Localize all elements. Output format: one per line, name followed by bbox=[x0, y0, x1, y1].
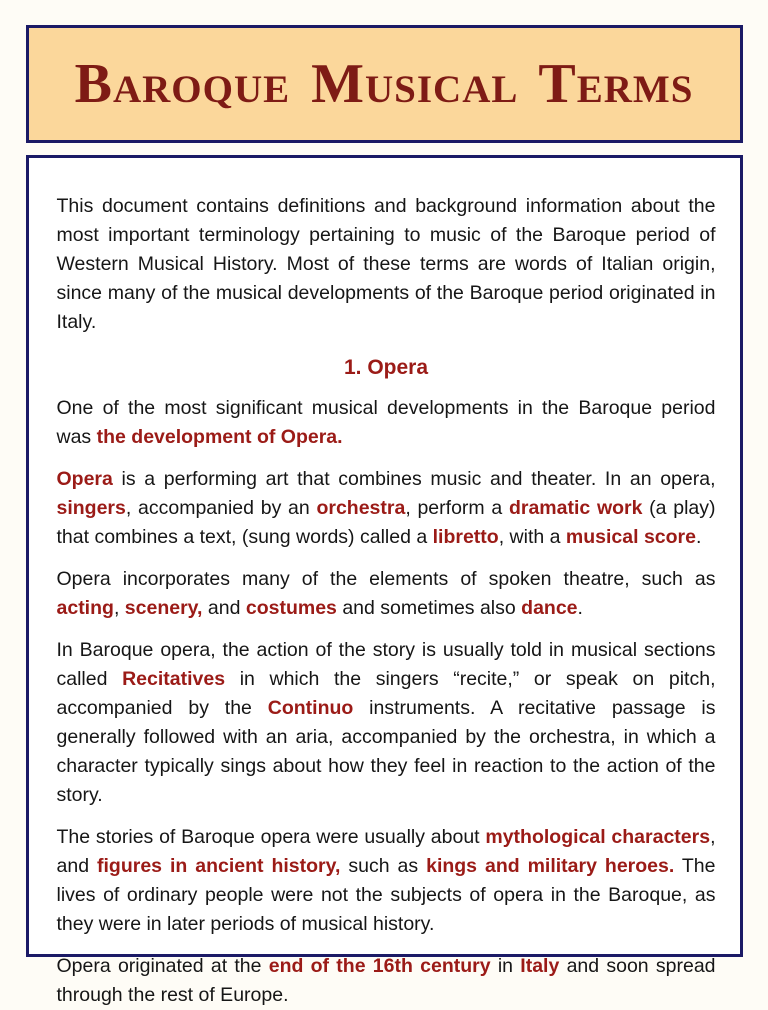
body-text: One of the most significant musical developments in the Baroque period was bbox=[56, 397, 716, 448]
accent-term: scenery, bbox=[124, 597, 203, 619]
accent-term: libretto bbox=[432, 526, 499, 548]
paragraph-container bbox=[57, 192, 716, 1010]
body-text: in bbox=[490, 955, 521, 977]
accent-term: Italy bbox=[520, 955, 560, 977]
paragraph bbox=[57, 192, 716, 337]
body-text: , perform a bbox=[405, 497, 509, 519]
body-text: This document contains definitions and background information about the most important terminology pertaining to music of the Baroque period of Western Musical History. Most of these terms are words of Italian origin, since many of the musical developments of the Baroque period originated in Italy. bbox=[56, 195, 716, 333]
accent-term: musical score bbox=[565, 526, 696, 548]
paragraph bbox=[57, 823, 716, 939]
body-text: In Baroque opera, the action of the story is usually told in musical sections called bbox=[56, 639, 716, 690]
body-text: in which the singers “recite,” or speak on pitch, accompanied by the bbox=[56, 668, 716, 719]
body-text: . bbox=[695, 526, 702, 548]
accent-term: singers bbox=[56, 497, 126, 519]
body-text: instruments. A recitative passage is generally followed with an aria, accompanied by the orchestra, in which a character typically sings about how they feel in reaction to the action of the story. bbox=[56, 697, 716, 806]
accent-term: Continuo bbox=[267, 697, 354, 719]
accent-term: costumes bbox=[245, 597, 337, 619]
accent-term: dramatic work bbox=[508, 497, 643, 519]
accent-term: orchestra bbox=[316, 497, 406, 519]
paragraph bbox=[57, 636, 716, 810]
body-text: , bbox=[113, 597, 125, 619]
body-text: , accompanied by an bbox=[125, 497, 317, 519]
body-text: , and bbox=[56, 826, 716, 877]
body-text: is a performing art that combines music and theater. In an opera, bbox=[112, 468, 716, 490]
paragraph bbox=[57, 952, 716, 1010]
body-text: Opera incorporates many of the elements of spoken theatre, such as bbox=[56, 568, 716, 590]
accent-term: end of the 16th century bbox=[268, 955, 491, 977]
paragraph bbox=[57, 565, 716, 623]
title-banner bbox=[26, 25, 743, 143]
body-text: and soon spread through the rest of Europe. bbox=[56, 955, 716, 1006]
body-text: Opera originated at the bbox=[56, 955, 269, 977]
accent-term: figures in ancient history, bbox=[97, 855, 341, 877]
paragraph bbox=[57, 394, 716, 452]
accent-term: the development of Opera. bbox=[96, 426, 343, 448]
body-text: . bbox=[577, 597, 583, 619]
body-text: The lives of ordinary people were not the subjects of opera in the Baroque, as they were in later periods of musical history. bbox=[56, 855, 716, 935]
body-text: and bbox=[202, 597, 246, 619]
body-text: (a play) that combines a text, (sung words) called a bbox=[56, 497, 716, 548]
paragraph bbox=[57, 465, 716, 552]
accent-term: mythological characters bbox=[485, 826, 711, 848]
document-body bbox=[26, 155, 743, 1006]
section-heading bbox=[57, 353, 716, 382]
document-title: Baroque Musical Terms bbox=[74, 53, 694, 115]
accent-term: dance bbox=[521, 597, 578, 619]
body-text: The stories of Baroque opera were usually about bbox=[56, 826, 486, 848]
accent-term: Recitatives bbox=[122, 668, 226, 690]
body-text: such as bbox=[340, 855, 427, 877]
body-text: , with a bbox=[498, 526, 566, 548]
accent-term: kings and military heroes. bbox=[426, 855, 675, 877]
body-text: and sometimes also bbox=[336, 597, 522, 619]
accent-term: 1. Opera bbox=[343, 356, 429, 379]
accent-term: Opera bbox=[56, 468, 113, 490]
accent-term: acting bbox=[56, 597, 114, 619]
